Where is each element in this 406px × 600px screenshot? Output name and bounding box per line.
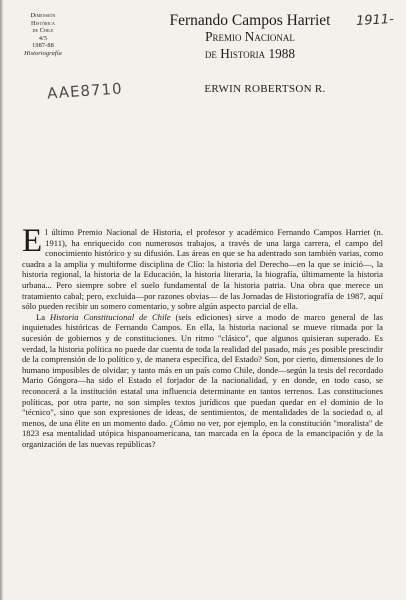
paragraph-2-prefix: La: [36, 311, 50, 322]
drop-cap: E: [22, 223, 43, 259]
article-body: [22, 223, 384, 449]
journal-years: 1987-88: [32, 42, 54, 50]
article-header: [155, 12, 345, 62]
handwritten-annotation: 1911-: [355, 12, 395, 29]
journal-section: Historiografía: [24, 49, 62, 57]
journal-name-line1: Dimensión: [30, 12, 56, 19]
article-title: Fernando Campos Harriet: [169, 12, 331, 29]
paragraph-1-text: l último Premio Nacional de Historia, el profesor y académico Fernando Campos Harriet (n. 1911), ha enriquecido con numerosos trabajos, a través de una larga carrera, el campo del conocimiento histórico y su difusión. Las áreas en que se ha adentrado son también varias, como cuadra a la amplia y multiforme disciplina de Clío: la historia del Derecho—en la que se inició—, la historia regional, la historia de la Educación, la historia literaria, la biografía, últimamente la historia urbana... Pero siempre sobre el suelo fundamental de la historia patria. Una obra que merece un tratamiento cabal; pero, excluida—por razones obvias— de las Jornadas de Historiografía de 1987, aquí sólo pueden recibir un somero comentario, y sobre algún aspecto parcial de ella.: [22, 227, 383, 312]
journal-reference: [14, 12, 72, 58]
page-edge-shadow: [0, 0, 3, 600]
journal-issue: 4/5: [38, 34, 48, 42]
journal-name-line2: Histórica: [31, 19, 55, 27]
paragraph-2: [22, 312, 383, 450]
journal-name-line3: de Chile: [32, 27, 54, 35]
article-subtitle-line2: de Historia 1988: [204, 45, 296, 61]
handwritten-catalog-stamp: AAE8710: [46, 79, 124, 103]
article-author: ERWIN ROBERTSON R.: [204, 83, 326, 95]
article-subtitle-line1: Premio Nacional: [205, 29, 295, 44]
book-title: Historia Constitucional de Chile: [49, 311, 171, 322]
paragraph-2-text: (seis ediciones) sirve a modo de marco general de las inquietudes históricas de Fernando Campos. En ella, la historia nacional se mueve ritmada por la sucesión de gobiernos y de constituciones. Un ritmo "clásico", que algunos quisieran superado. Es verdad, la historia política no puede dar cuenta de toda la realidad del pasado, más ¿es posible prescindir de la comprensión de lo político y, de manera específica, del Estado? Son, por cierto, dimensiones de lo humano imposibles de olvidar; y tanto más en un país como Chile, donde—según la tesis del recordado Mario Góngora—ha sido el Estado el forjador de la nacionalidad, y en donde, en todo caso, se reconocerá a la institución estatal una influencia determinante en tantos terrenos. Las constituciones políticas, por otra parte, no son simples textos jurídicos que puedan quedar en el dominio de lo "técnico", sino que son expresiones de ideas, de sentimientos, de mentalidades de la sociedad o, al menos, de una élite en un momento dado. ¿Cómo no ver, por ejemplo, en la constitución "moralista" de 1823 esa mentalidad utópica hispanoamericana, tan marcada en la época de la emancipación y de la organización de las nuevas repúblicas?: [22, 311, 384, 449]
paragraph-1: [22, 223, 383, 312]
